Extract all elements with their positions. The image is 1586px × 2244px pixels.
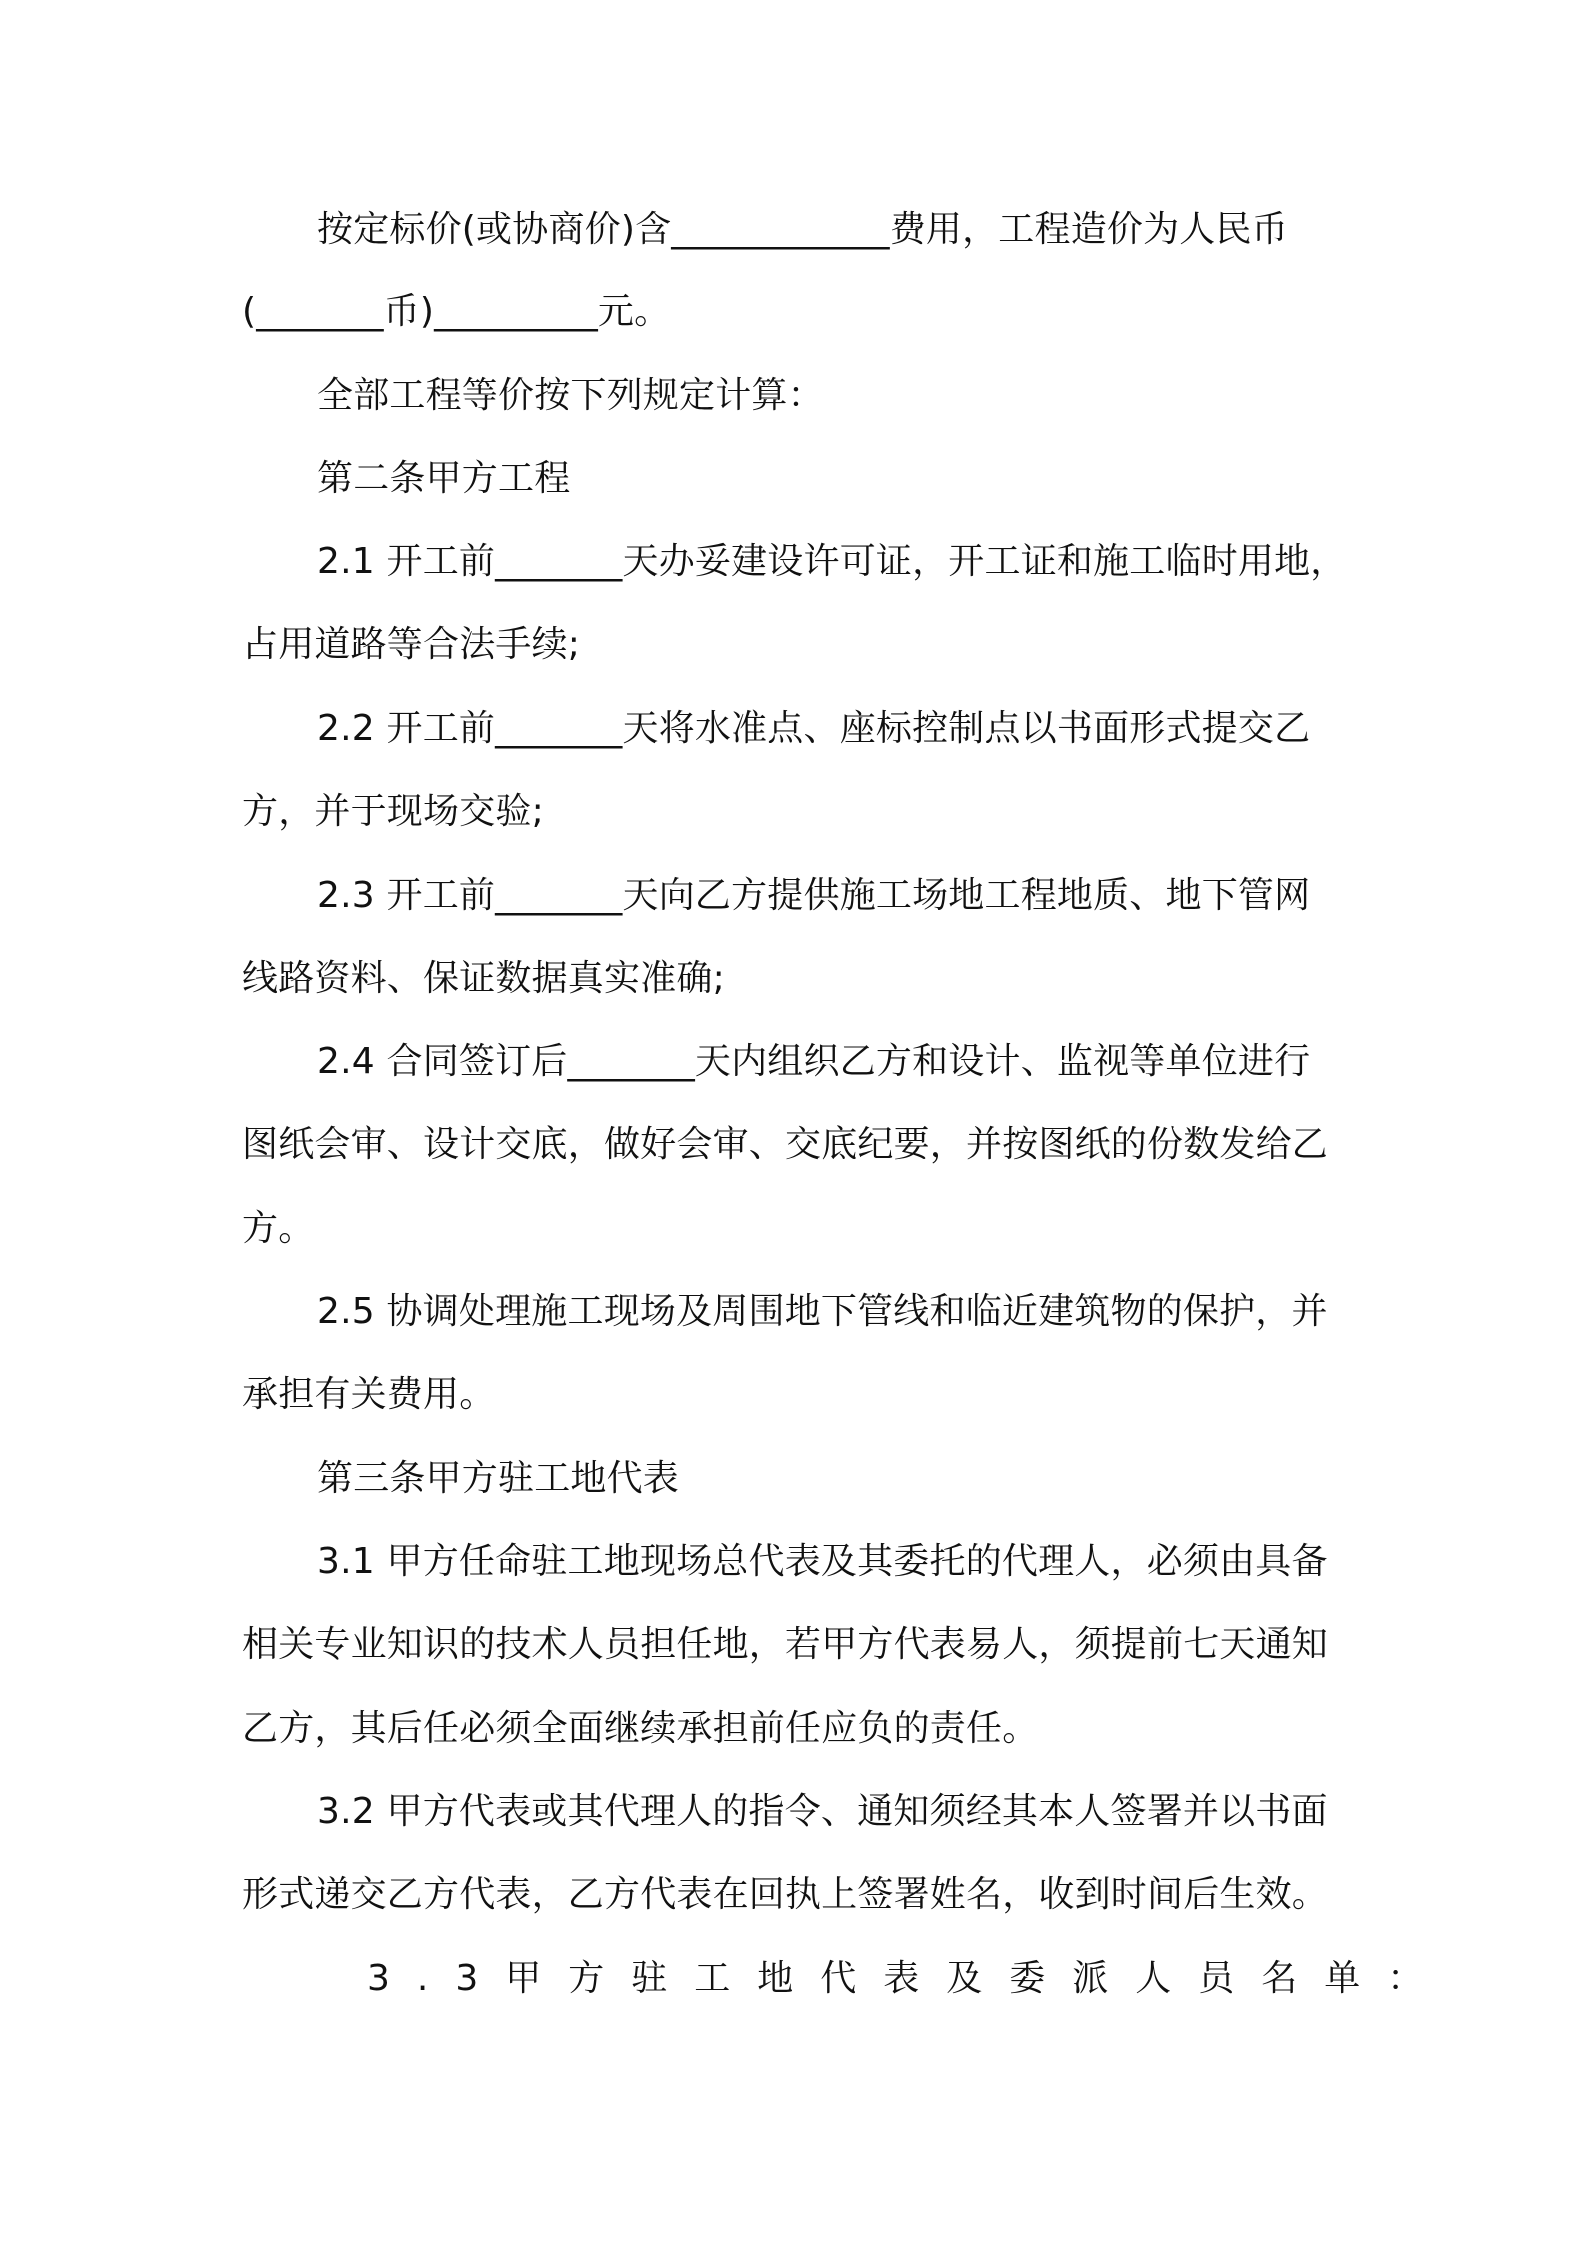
text-line-2-2a: 2.2 开工前_______天将水准点、座标控制点以书面形式提交乙	[317, 708, 1311, 749]
section-heading-3: 第三条甲方驻工地代表	[317, 1458, 680, 1499]
text-line-3-3: 3.3甲方驻工地代表及委派人员名单：	[367, 1958, 1451, 1999]
text-line-2-5a: 2.5 协调处理施工现场及周围地下管线和临近建筑物的保护，并	[317, 1291, 1328, 1332]
text-line-2-2b: 方，并于现场交验;	[242, 791, 544, 832]
text-line-3: 全部工程等价按下列规定计算：	[317, 375, 824, 416]
text-line-2-3a: 2.3 开工前_______天向乙方提供施工场地工程地质、地下管网	[317, 875, 1311, 916]
section-heading-2: 第二条甲方工程	[317, 458, 571, 499]
text-line-2: (_______币)_________元。	[242, 291, 671, 332]
text-line-2-3b: 线路资料、保证数据真实准确;	[242, 958, 725, 999]
text-line-3-2a: 3.2 甲方代表或其代理人的指令、通知须经其本人签署并以书面	[317, 1791, 1328, 1832]
text-line-2-4a: 2.4 合同签订后_______天内组织乙方和设计、监视等单位进行	[317, 1041, 1311, 1082]
text-line-3-1a: 3.1 甲方任命驻工地现场总代表及其委托的代理人，必须由具备	[317, 1541, 1328, 1582]
text-line-2-1b: 占用道路等合法手续;	[242, 624, 581, 665]
text-line-3-1b: 相关专业知识的技术人员担任地，若甲方代表易人，须提前七天通知	[242, 1624, 1329, 1665]
text-line-3-2b: 形式递交乙方代表，乙方代表在回执上签署姓名，收到时间后生效。	[242, 1874, 1329, 1915]
text-line-3-1c: 乙方，其后任必须全面继续承担前任应负的责任。	[242, 1708, 1039, 1749]
text-line-2-4c: 方。	[242, 1208, 315, 1249]
text-line-2-1a: 2.1 开工前_______天办妥建设许可证，开工证和施工临时用地，	[317, 541, 1347, 582]
text-line-1: 按定标价(或协商价)含____________费用，工程造价为人民币	[317, 209, 1288, 250]
text-line-2-4b: 图纸会审、设计交底，做好会审、交底纪要，并按图纸的份数发给乙	[242, 1124, 1329, 1165]
text-line-2-5b: 承担有关费用。	[242, 1374, 496, 1415]
